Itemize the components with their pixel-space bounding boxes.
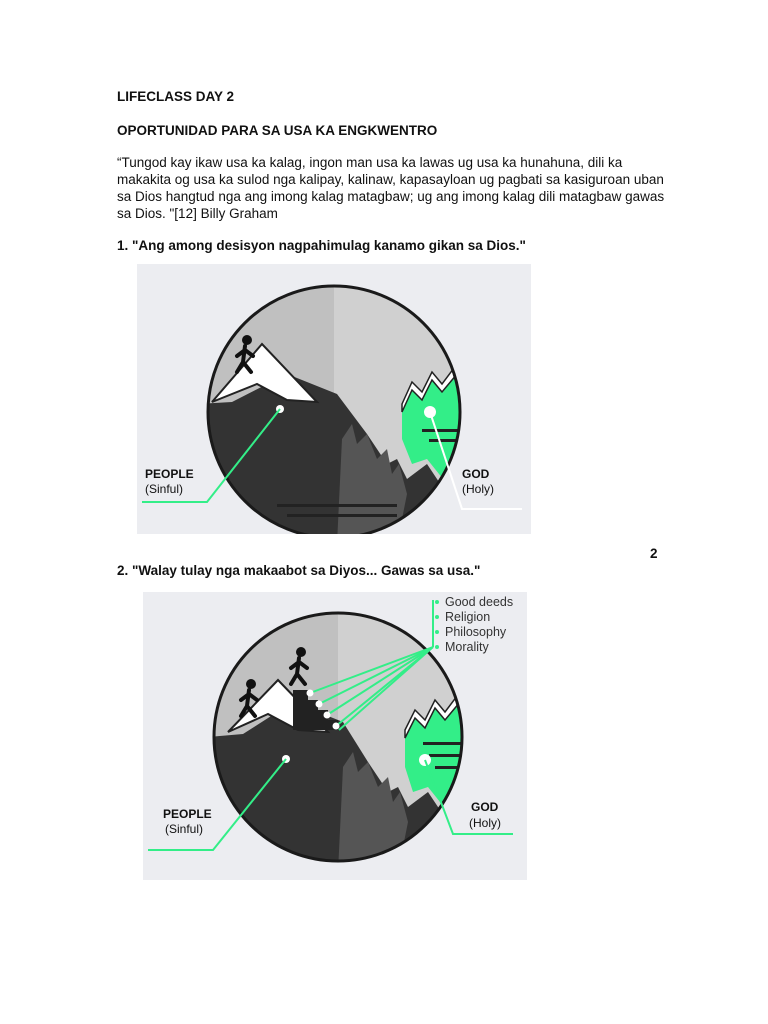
bridge-good-deeds: Good deeds xyxy=(445,595,514,609)
bridge-philosophy: Philosophy xyxy=(445,625,507,639)
billy-graham-quote: “Tungod kay ikaw usa ka kalag, ingon man usa ka lawas ug usa ka hunahuna, dili ka makakita og usa ka sulod nga kalipay, kalinaw, kapasayloan ug pagbati sa kasiguroan uban sa Dios hangtud nga ang imong kalag matagbaw; ug ang imong kalag dili matagbaw gawas sa Dios. "[12] Billy Graham xyxy=(117,155,665,221)
document-title: LIFECLASS DAY 2 xyxy=(117,89,235,104)
people-sinful-label: (Sinful) xyxy=(145,482,184,496)
point-1-heading: 1. "Ang among desisyon nagpahimulag kanamo gikan sa Dios." xyxy=(117,238,526,253)
people-label: PEOPLE xyxy=(163,807,212,821)
people-label: PEOPLE xyxy=(145,467,194,481)
god-label: GOD xyxy=(462,467,490,481)
god-holy-label: (Holy) xyxy=(462,482,494,496)
page-number: 2 xyxy=(650,546,658,561)
people-sinful-label: (Sinful) xyxy=(165,822,204,836)
bridges-illustration xyxy=(143,592,527,880)
document-subtitle: OPORTUNIDAD PARA SA USA KA ENGKWENTRO xyxy=(117,123,438,138)
point-2-heading: 2. "Walay tulay nga makaabot sa Diyos... Gawas sa usa." xyxy=(117,563,481,578)
bridge-religion: Religion xyxy=(445,610,491,624)
god-label: GOD xyxy=(471,800,499,814)
god-holy-label: (Holy) xyxy=(469,816,501,830)
separation-illustration xyxy=(137,264,531,534)
bridge-morality: Morality xyxy=(445,640,489,654)
